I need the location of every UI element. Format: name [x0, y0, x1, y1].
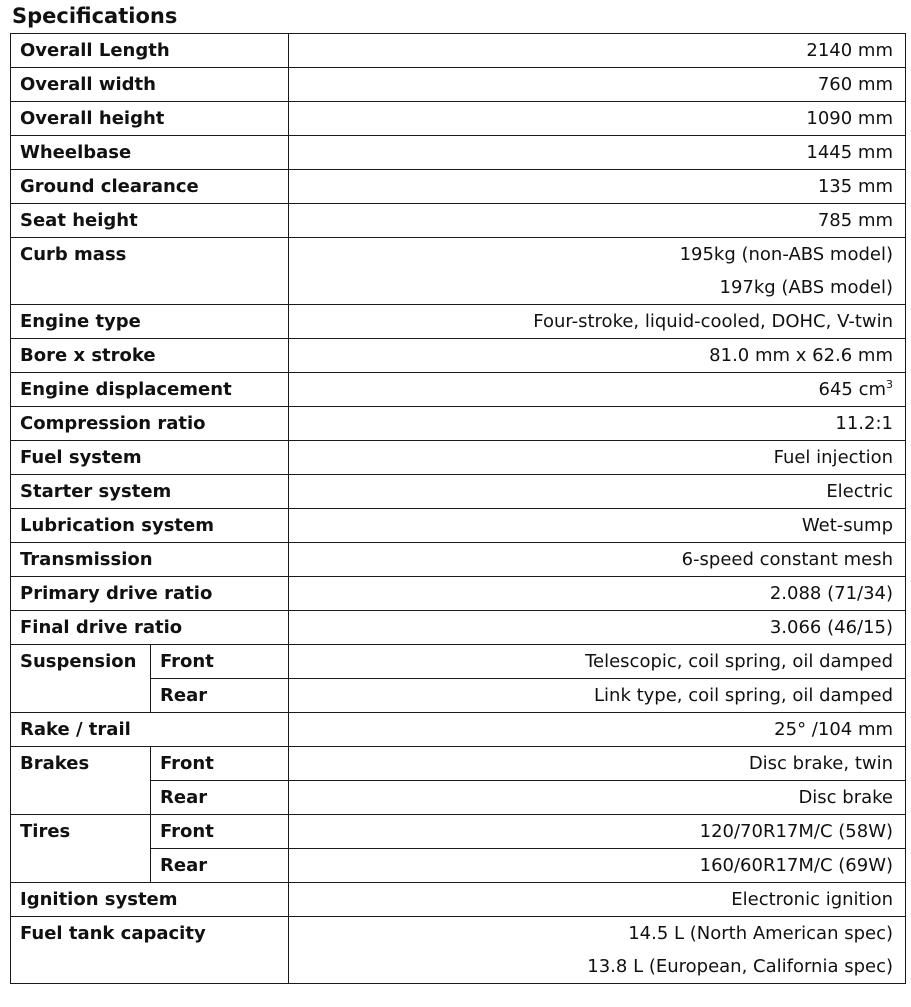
table-row [11, 645, 906, 679]
specifications-table [10, 33, 906, 984]
table-row [11, 509, 906, 543]
spec-label: Suspension [11, 645, 151, 713]
spec-value: 120/70R17M/C (58W) [289, 815, 906, 849]
table-row [11, 407, 906, 441]
spec-label: Transmission [11, 543, 289, 577]
table-row [11, 441, 906, 475]
table-row [11, 102, 906, 136]
spec-value: 11.2:1 [289, 407, 906, 441]
spec-value: 160/60R17M/C (69W) [289, 849, 906, 883]
spec-label: Fuel tank capacity [11, 917, 289, 984]
spec-value [289, 238, 906, 305]
table-row [11, 339, 906, 373]
spec-sublabel: Rear [151, 781, 289, 815]
spec-value: 1445 mm [289, 136, 906, 170]
spec-value: 760 mm [289, 68, 906, 102]
spec-sublabel: Rear [151, 679, 289, 713]
spec-label: Starter system [11, 475, 289, 509]
spec-value: Wet-sump [289, 509, 906, 543]
spec-value: 135 mm [289, 170, 906, 204]
table-row [11, 136, 906, 170]
displacement-value: 645 cm [818, 379, 887, 400]
spec-value: 785 mm [289, 204, 906, 238]
spec-label: Curb mass [11, 238, 289, 305]
spec-sublabel: Front [151, 815, 289, 849]
table-row [11, 475, 906, 509]
spec-value [289, 917, 906, 984]
spec-sublabel: Front [151, 645, 289, 679]
spec-label: Final drive ratio [11, 611, 289, 645]
spec-sublabel: Front [151, 747, 289, 781]
spec-label: Engine type [11, 305, 289, 339]
spec-value: Link type, coil spring, oil damped [289, 679, 906, 713]
table-row [11, 917, 906, 984]
unit-exponent: 3 [886, 378, 894, 391]
table-row [11, 305, 906, 339]
spec-value: 2.088 (71/34) [289, 577, 906, 611]
spec-value: 2140 mm [289, 34, 906, 68]
spec-value-line: 195kg (non-ABS model) [679, 244, 894, 265]
table-row [11, 373, 906, 407]
table-row [11, 170, 906, 204]
spec-label: Overall Length [11, 34, 289, 68]
spec-label: Wheelbase [11, 136, 289, 170]
spec-value: Electronic ignition [289, 883, 906, 917]
spec-value: 81.0 mm x 62.6 mm [289, 339, 906, 373]
table-row [11, 204, 906, 238]
spec-value: 25° /104 mm [289, 713, 906, 747]
spec-sublabel: Rear [151, 849, 289, 883]
spec-value-line: 197kg (ABS model) [719, 277, 894, 298]
spec-value-line: 13.8 L (European, California spec) [587, 956, 894, 977]
spec-label: Fuel system [11, 441, 289, 475]
spec-value: Disc brake [289, 781, 906, 815]
table-row [11, 747, 906, 781]
spec-label: Seat height [11, 204, 289, 238]
spec-value-line: 14.5 L (North American spec) [628, 923, 894, 944]
table-row [11, 34, 906, 68]
spec-value: Fuel injection [289, 441, 906, 475]
spec-label: Rake / trail [11, 713, 289, 747]
table-row [11, 577, 906, 611]
spec-label: Overall width [11, 68, 289, 102]
spec-value: Telescopic, coil spring, oil damped [289, 645, 906, 679]
spec-label: Ignition system [11, 883, 289, 917]
spec-value: Four-stroke, liquid-cooled, DOHC, V-twin [289, 305, 906, 339]
spec-value: 3.066 (46/15) [289, 611, 906, 645]
table-row [11, 883, 906, 917]
spec-label: Compression ratio [11, 407, 289, 441]
table-row [11, 713, 906, 747]
spec-label: Lubrication system [11, 509, 289, 543]
spec-value: 6-speed constant mesh [289, 543, 906, 577]
spec-label: Overall height [11, 102, 289, 136]
table-row [11, 815, 906, 849]
spec-value: Disc brake, twin [289, 747, 906, 781]
table-row [11, 238, 906, 305]
spec-value: 1090 mm [289, 102, 906, 136]
spec-label: Primary drive ratio [11, 577, 289, 611]
spec-label: Engine displacement [11, 373, 289, 407]
spec-label: Bore x stroke [11, 339, 289, 373]
spec-label: Brakes [11, 747, 151, 815]
spec-value: Electric [289, 475, 906, 509]
spec-label: Ground clearance [11, 170, 289, 204]
table-row [11, 68, 906, 102]
table-row [11, 611, 906, 645]
page-title: Specifications [12, 4, 178, 28]
spec-label: Tires [11, 815, 151, 883]
spec-value [289, 373, 906, 407]
table-row [11, 543, 906, 577]
